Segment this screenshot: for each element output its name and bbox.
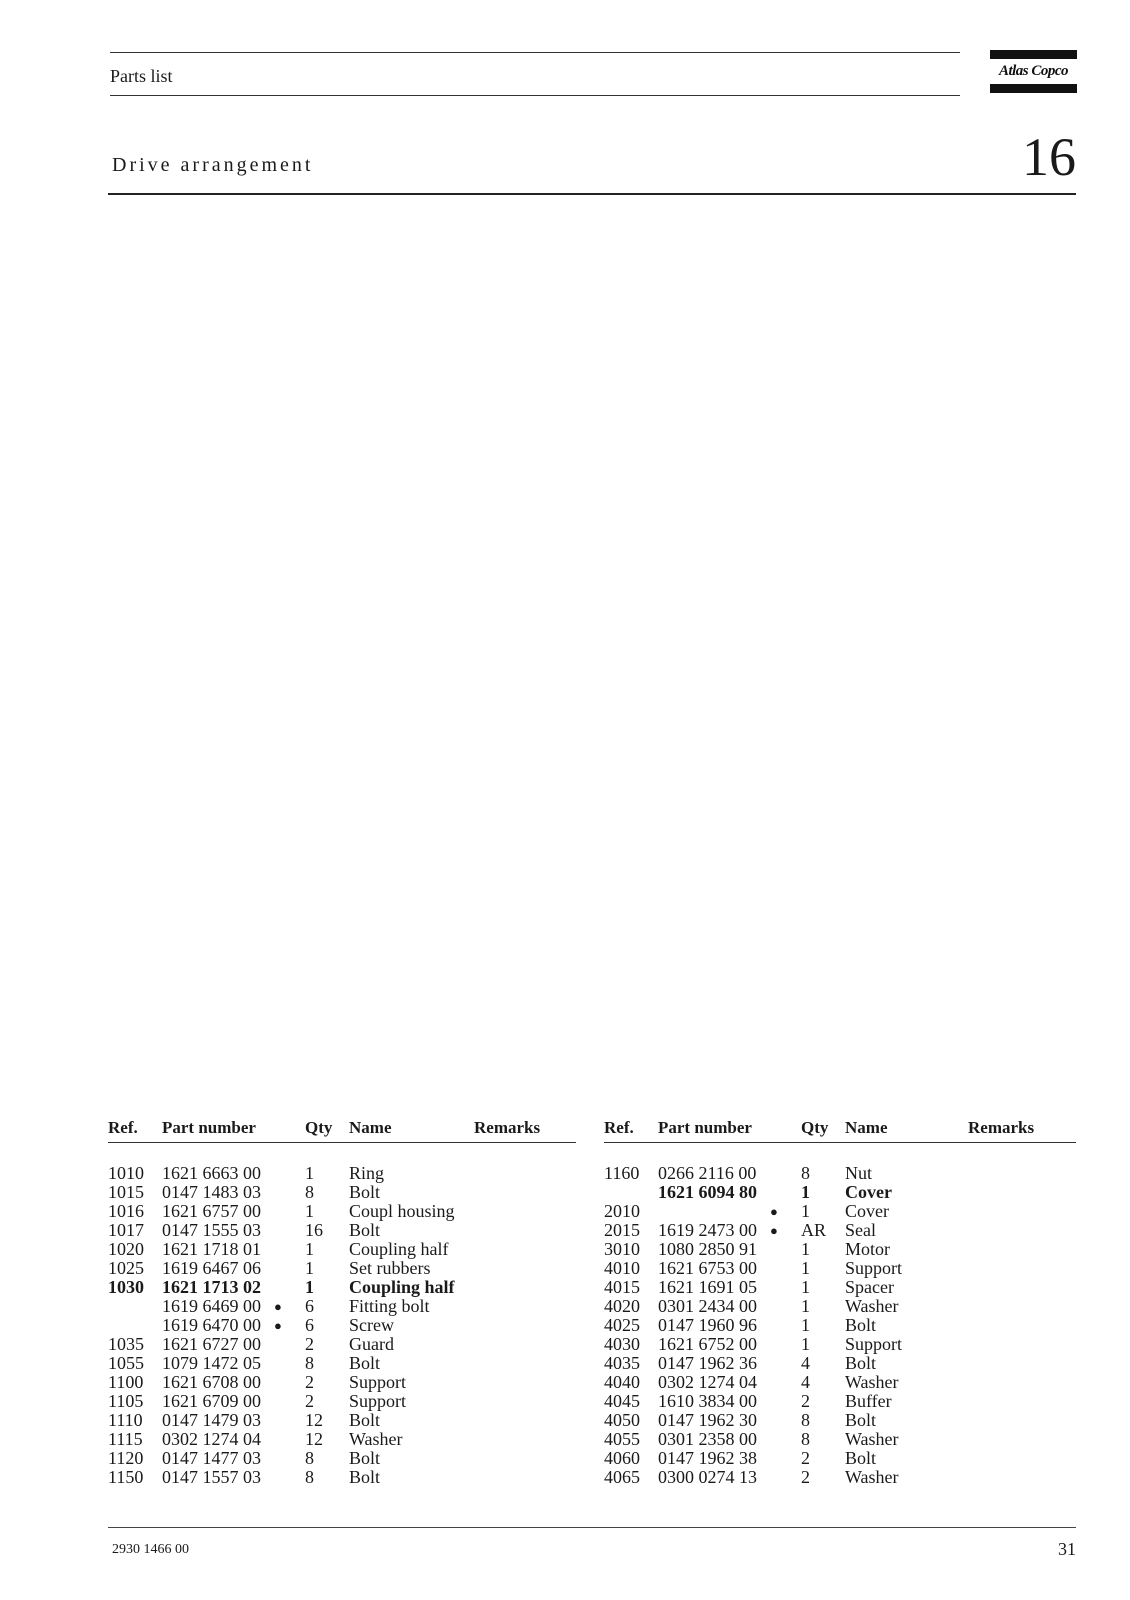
name-cell: Bolt	[845, 1448, 877, 1468]
name-cell: Support	[845, 1334, 903, 1354]
ref-cell: 1105	[108, 1391, 144, 1411]
part-number-cell: 1621 6708 00	[162, 1372, 261, 1392]
ref-cell: 4020	[604, 1296, 640, 1316]
part-number-cell: 0147 1557 03	[162, 1467, 261, 1487]
qty-cell: 8	[305, 1182, 314, 1202]
name-cell: Washer	[845, 1296, 899, 1316]
qty-cell: 6	[305, 1296, 314, 1316]
part-number-cell: 0302 1274 04	[658, 1372, 757, 1392]
section-label: Parts list	[110, 66, 173, 86]
ref-cell: 1115	[108, 1429, 143, 1449]
header-ref: Ref.	[604, 1118, 634, 1137]
name-cell: Fitting bolt	[349, 1296, 430, 1316]
name-cell: Bolt	[845, 1410, 877, 1430]
qty-cell: 12	[305, 1429, 323, 1449]
qty-cell: 1	[305, 1277, 314, 1297]
name-cell: Buffer	[845, 1391, 892, 1411]
table-header	[604, 1118, 1076, 1140]
ref-cell: 1100	[108, 1372, 144, 1392]
document-number: 2930 1466 00	[112, 1542, 189, 1557]
part-number-cell: 0266 2116 00	[658, 1163, 757, 1183]
qty-cell: 4	[801, 1353, 810, 1373]
qty-cell: 16	[305, 1220, 323, 1240]
ref-cell: 4015	[604, 1277, 640, 1297]
qty-cell: 1	[801, 1315, 810, 1335]
qty-cell: 1	[801, 1201, 810, 1221]
qty-cell: 1	[801, 1296, 810, 1316]
part-number-cell: 1619 6469 00	[162, 1296, 261, 1316]
name-cell: Cover	[845, 1201, 889, 1221]
part-number-cell: 0147 1555 03	[162, 1220, 261, 1240]
qty-cell: 1	[801, 1334, 810, 1354]
ref-cell: 1015	[108, 1182, 144, 1202]
name-cell: Washer	[845, 1372, 899, 1392]
part-number-cell: 0147 1962 36	[658, 1353, 757, 1373]
ref-cell: 4040	[604, 1372, 640, 1392]
bullet-mark: ●	[274, 1299, 282, 1314]
qty-cell: 1	[305, 1239, 314, 1259]
ref-cell: 2015	[604, 1220, 640, 1240]
ref-cell: 3010	[604, 1239, 640, 1259]
name-cell: Coupling half	[349, 1277, 455, 1297]
name-cell: Bolt	[349, 1182, 381, 1202]
qty-cell: 1	[305, 1163, 314, 1183]
part-number-cell: 1621 1713 02	[162, 1277, 261, 1297]
qty-cell: 2	[305, 1391, 314, 1411]
part-number-cell: 1619 2473 00	[658, 1220, 757, 1240]
qty-cell: 12	[305, 1410, 323, 1430]
ref-cell: 4050	[604, 1410, 640, 1430]
header-top-rule	[110, 52, 960, 53]
qty-cell: 2	[801, 1391, 810, 1411]
part-number-cell: 0147 1960 96	[658, 1315, 757, 1335]
name-cell: Bolt	[845, 1353, 877, 1373]
title-rule	[108, 193, 1076, 195]
bullet-mark: ●	[770, 1204, 778, 1219]
name-cell: Spacer	[845, 1277, 894, 1297]
name-cell: Support	[349, 1391, 407, 1411]
name-cell: Bolt	[349, 1220, 381, 1240]
header-name: Name	[845, 1118, 888, 1137]
name-cell: Bolt	[349, 1410, 381, 1430]
name-cell: Washer	[349, 1429, 403, 1449]
part-number-cell: 0302 1274 04	[162, 1429, 261, 1449]
qty-cell: 1	[801, 1182, 810, 1202]
logo-text: Atlas Copco	[998, 63, 1069, 79]
ref-cell: 4055	[604, 1429, 640, 1449]
ref-cell: 2010	[604, 1201, 640, 1221]
ref-cell: 4030	[604, 1334, 640, 1354]
qty-cell: 1	[801, 1239, 810, 1259]
name-cell: Support	[845, 1258, 903, 1278]
part-number-cell: 0147 1483 03	[162, 1182, 261, 1202]
qty-cell: 2	[801, 1467, 810, 1487]
name-cell: Set rubbers	[349, 1258, 431, 1278]
header-qty: Qty	[801, 1118, 829, 1137]
header-name: Name	[349, 1118, 392, 1137]
ref-cell: 4065	[604, 1467, 640, 1487]
part-number-cell: 1621 1718 01	[162, 1239, 261, 1259]
ref-cell: 4010	[604, 1258, 640, 1278]
name-cell: Nut	[845, 1163, 872, 1183]
table-header-rule	[108, 1142, 576, 1143]
header-part-number: Part number	[658, 1118, 752, 1137]
qty-cell: 4	[801, 1372, 810, 1392]
part-number-cell: 1621 6094 80	[658, 1182, 757, 1202]
header-remarks: Remarks	[474, 1118, 541, 1137]
part-number-cell: 1621 6663 00	[162, 1163, 261, 1183]
qty-cell: 2	[305, 1334, 314, 1354]
part-number-cell: 0301 2358 00	[658, 1429, 757, 1449]
name-cell: Washer	[845, 1467, 899, 1487]
logo-bottom-bar	[990, 84, 1077, 93]
qty-cell: 8	[801, 1163, 810, 1183]
part-number-cell: 1619 6467 06	[162, 1258, 261, 1278]
part-number-cell: 1080 2850 91	[658, 1239, 757, 1259]
qty-cell: 6	[305, 1315, 314, 1335]
atlas-copco-logo	[990, 50, 1077, 94]
parts-table-right	[604, 1118, 1076, 1487]
bullet-mark: ●	[770, 1223, 778, 1238]
ref-cell: 1025	[108, 1258, 144, 1278]
page-title: Drive arrangement	[112, 154, 314, 176]
ref-cell: 1055	[108, 1353, 144, 1373]
part-number-cell: 1621 6709 00	[162, 1391, 261, 1411]
table-header	[108, 1118, 576, 1140]
header-remarks: Remarks	[968, 1118, 1035, 1137]
name-cell: Coupl housing	[349, 1201, 455, 1221]
part-number-cell: 1610 3834 00	[658, 1391, 757, 1411]
header-qty: Qty	[305, 1118, 333, 1137]
qty-cell: 8	[305, 1353, 314, 1373]
qty-cell: 1	[305, 1258, 314, 1278]
name-cell: Bolt	[349, 1448, 381, 1468]
name-cell: Support	[349, 1372, 407, 1392]
part-number-cell: 1621 6727 00	[162, 1334, 261, 1354]
qty-cell: 8	[305, 1448, 314, 1468]
section-number: 16	[1022, 127, 1076, 187]
page-number: 31	[1058, 1539, 1076, 1559]
ref-cell: 1010	[108, 1163, 144, 1183]
part-number-cell: 0147 1962 38	[658, 1448, 757, 1468]
ref-cell: 1017	[108, 1220, 144, 1240]
qty-cell: 2	[305, 1372, 314, 1392]
part-number-cell: 0301 2434 00	[658, 1296, 757, 1316]
ref-cell: 4035	[604, 1353, 640, 1373]
name-cell: Guard	[349, 1334, 394, 1354]
name-cell: Bolt	[845, 1315, 877, 1335]
ref-cell: 1030	[108, 1277, 144, 1297]
part-number-cell: 1621 1691 05	[658, 1277, 757, 1297]
name-cell: Bolt	[349, 1353, 381, 1373]
part-number-cell: 0147 1962 30	[658, 1410, 757, 1430]
qty-cell: 1	[801, 1258, 810, 1278]
ref-cell: 1020	[108, 1239, 144, 1259]
name-cell: Motor	[845, 1239, 890, 1259]
bullet-mark: ●	[274, 1318, 282, 1333]
qty-cell: 8	[801, 1410, 810, 1430]
table-header-rule	[604, 1142, 1076, 1143]
part-number-cell: 1621 6753 00	[658, 1258, 757, 1278]
ref-cell: 1035	[108, 1334, 144, 1354]
ref-cell: 4025	[604, 1315, 640, 1335]
part-number-cell: 0300 0274 13	[658, 1467, 757, 1487]
qty-cell: 8	[305, 1467, 314, 1487]
header-ref: Ref.	[108, 1118, 138, 1137]
footer-rule	[108, 1527, 1076, 1528]
name-cell: Ring	[349, 1163, 385, 1183]
qty-cell: 8	[801, 1429, 810, 1449]
part-number-cell: 1619 6470 00	[162, 1315, 261, 1335]
ref-cell: 1150	[108, 1467, 144, 1487]
part-number-cell: 1621 6752 00	[658, 1334, 757, 1354]
name-cell: Seal	[845, 1220, 876, 1240]
ref-cell: 1110	[108, 1410, 143, 1430]
qty-cell: 1	[801, 1277, 810, 1297]
parts-table-left	[108, 1118, 576, 1487]
logo-top-bar	[990, 50, 1077, 59]
name-cell: Screw	[349, 1315, 394, 1335]
name-cell: Bolt	[349, 1467, 381, 1487]
ref-cell: 1016	[108, 1201, 144, 1221]
header-part-number: Part number	[162, 1118, 256, 1137]
part-number-cell: 0147 1479 03	[162, 1410, 261, 1430]
name-cell: Cover	[845, 1182, 892, 1202]
header-bottom-rule	[110, 95, 960, 96]
ref-cell: 1120	[108, 1448, 144, 1468]
ref-cell: 4060	[604, 1448, 640, 1468]
name-cell: Washer	[845, 1429, 899, 1449]
part-number-cell: 0147 1477 03	[162, 1448, 261, 1468]
part-number-cell: 1621 6757 00	[162, 1201, 261, 1221]
qty-cell: AR	[801, 1220, 827, 1240]
name-cell: Coupling half	[349, 1239, 449, 1259]
qty-cell: 1	[305, 1201, 314, 1221]
qty-cell: 2	[801, 1448, 810, 1468]
part-number-cell: 1079 1472 05	[162, 1353, 261, 1373]
ref-cell: 1160	[604, 1163, 640, 1183]
ref-cell: 4045	[604, 1391, 640, 1411]
